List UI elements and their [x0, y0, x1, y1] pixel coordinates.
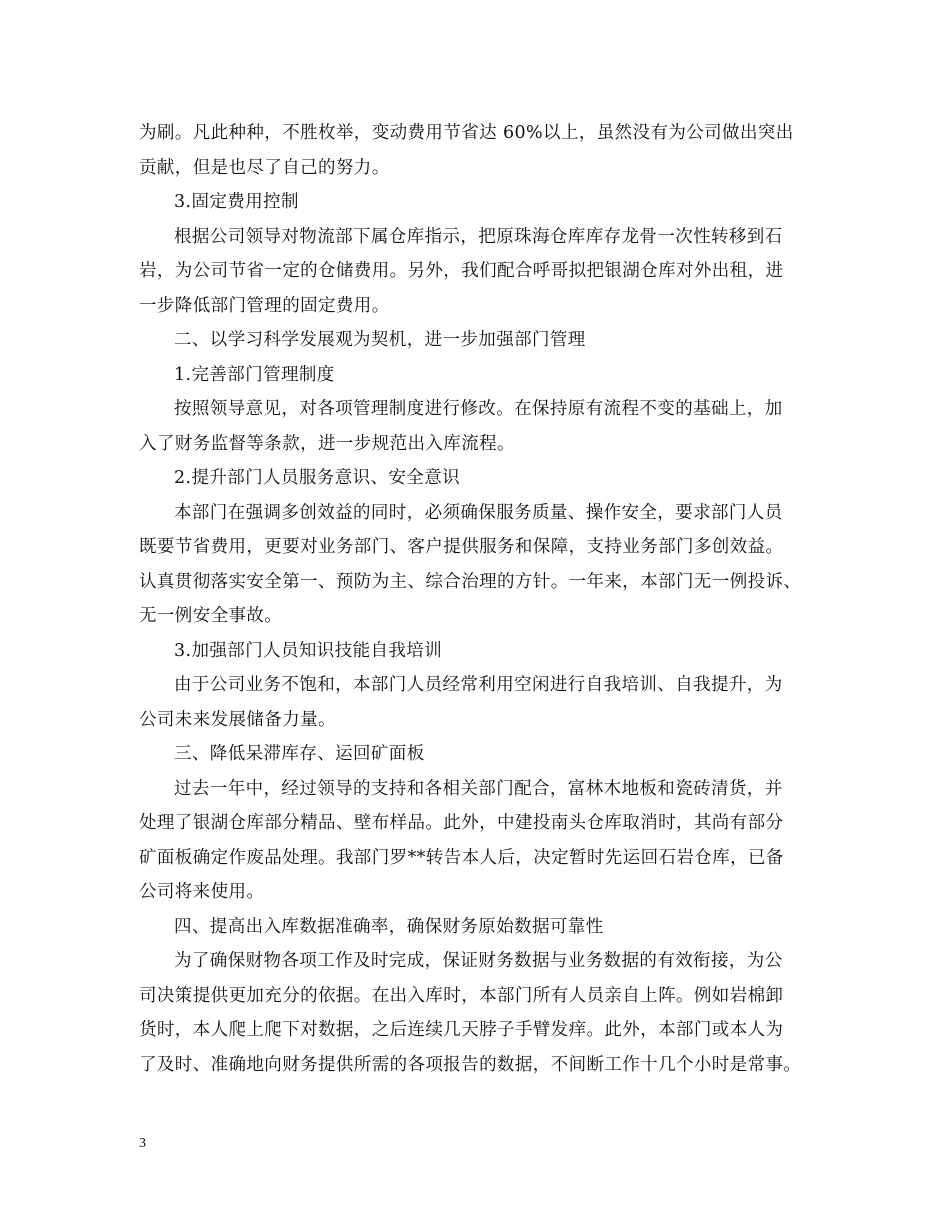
text-line: 司决策提供更加充分的依据。在出入库时，本部门所有人员亲自上阵。例如岩棉卸	[139, 985, 784, 1006]
text-line: 根据公司领导对物流部下属仓库指示，把原珠海仓库库存龙骨一次性转移到石	[174, 226, 783, 247]
text-line: 岩，为公司节省一定的仓储费用。另外，我们配合呼哥拟把银湖仓库对外出租，进	[139, 261, 784, 281]
text-line: 为了确保财物各项工作及时完成，保证财务数据与业务数据的有效衔接，为公	[174, 951, 783, 971]
text-line: 无一例安全事故。	[139, 606, 283, 626]
text-line: 矿面板确定作废品处理。我部门罗**转告本人后，决定暂时先运回石岩仓库，已备	[139, 847, 784, 868]
text-line: 本部门在强调多创效益的同时，必须确保服务质量、操作安全，要求部门人员	[174, 502, 783, 523]
text-line: 由于公司业务不饱和，本部门人员经常利用空闲进行自我培训、自我提升，为	[174, 675, 783, 695]
text-line: 1.完善部门管理制度	[174, 364, 335, 385]
text-line: 贡献，但是也尽了自己的努力。	[139, 157, 390, 178]
text-line: 处理了银湖仓库部分精品、壁布样品。此外，中建投南头仓库取消时，其尚有部分	[139, 813, 784, 833]
text-line: 过去一年中，经过领导的支持和各相关部门配合，富林木地板和瓷砖清货，并	[174, 778, 783, 799]
page-number: 3	[139, 1136, 146, 1151]
text-line: 二、以学习科学发展观为契机，进一步加强部门管理	[174, 330, 586, 350]
text-line: 货时，本人爬上爬下对数据，之后连续几天脖子手臂发痒。此外，本部门或本人为	[139, 1020, 784, 1040]
text-line: 一步降低部门管理的固定费用。	[139, 295, 390, 316]
text-line: 认真贯彻落实安全第一、预防为主、综合治理的方针。一年来，本部门无一例投诉、	[139, 571, 802, 592]
text-line: 公司未来发展储备力量。	[139, 709, 336, 730]
text-line: 3.固定费用控制	[174, 192, 299, 212]
text-line: 三、降低呆滞库存、运回矿面板	[174, 744, 425, 764]
body-text	[139, 116, 819, 1082]
text-line: 四、提高出入库数据准确率，确保财务原始数据可靠性	[174, 916, 604, 937]
text-line: 既要节省费用，更要对业务部门、客户提供服务和保障，支持业务部门多创效益。	[139, 537, 784, 557]
text-line: 了及时、准确地向财务提供所需的各项报告的数据，不间断工作十几个小时是常事。	[139, 1054, 802, 1075]
text-line: 3.加强部门人员知识技能自我培训	[174, 640, 443, 661]
text-line: 按照领导意见，对各项管理制度进行修改。在保持原有流程不变的基础上，加	[174, 399, 783, 419]
text-line: 入了财务监督等条款，进一步规范出入库流程。	[139, 433, 515, 454]
text-line: 公司将来使用。	[139, 882, 265, 902]
text-line: 2.提升部门人员服务意识、安全意识	[174, 468, 460, 488]
text-line: 为刷。凡此种种，不胜枚举，变动费用节省达 60%以上，虽然没有为公司做出突出	[139, 123, 794, 143]
